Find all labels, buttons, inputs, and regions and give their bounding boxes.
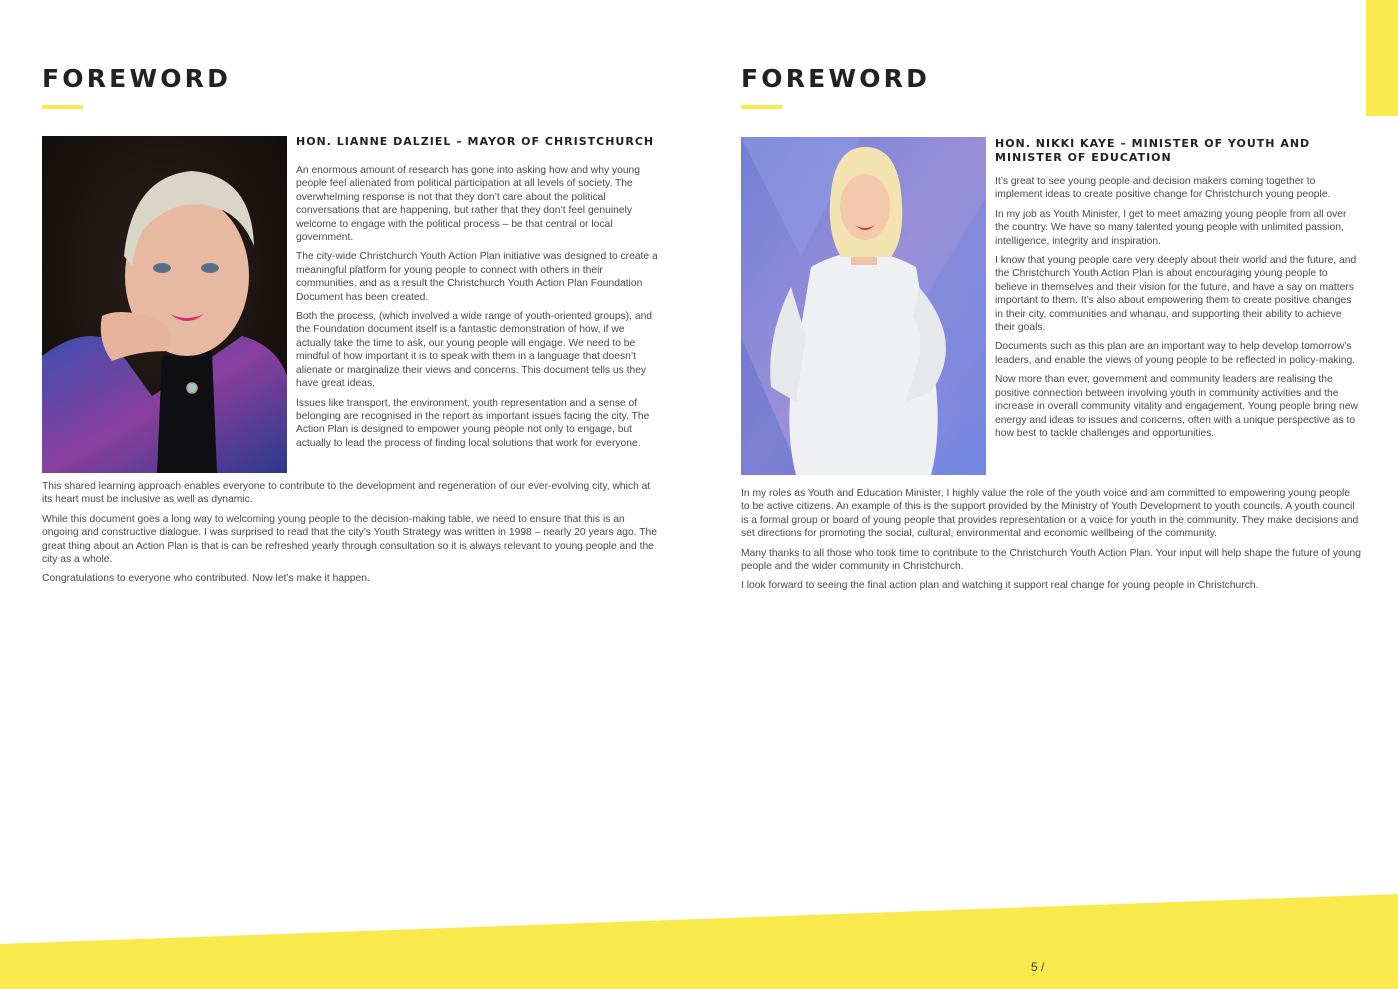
right-full-paragraph: In my roles as Youth and Education Minister, I highly value the role of the youth voice and am committed to empowering young people to be active citizens. An example of this is the support provided by the Ministry of Youth Development to youth councils. A youth council is a formal group or board of young people that provides representation or a voice for youth in the community. They make decisions and set directions for promoting the social, cultural, environmental and economic wellbeing of the community. <box>741 488 1359 540</box>
page-number: 5 / <box>1031 960 1045 974</box>
corner-accent-tab <box>1366 0 1398 116</box>
left-full-paragraph: While this document goes a long way to welcoming young people to the decision-making table, we need to ensure that this is an ongoing and constructive dialogue. I was surprised to read that the city’s Youth Strategy was written in 1998 – nearly 20 years ago. The great thing about an Action Plan is that is can be refreshed yearly through consultation so it is always relevant to young people and the city as a whole. <box>42 513 657 566</box>
left-page-title: FOREWORD <box>42 64 232 93</box>
right-col-paragraph: Documents such as this plan are an important way to help develop tomorrow’s leaders, and enable the views of young people to be reflected in policy-making. <box>995 341 1356 366</box>
left-col-paragraph: Issues like transport, the environment, youth representation and a sense of belonging are recognised in the report as important issues facing the city. The Action Plan is designed to empower young people not only to engage, but actually to lead the process of finding local solutions that work for everyone. <box>296 397 650 449</box>
right-title-underline <box>741 105 782 109</box>
right-col-paragraph: I know that young people care very deeply about their world and the future, and the Christchurch Youth Action Plan is about encouraging young people to believe in themselves and their vision for the future, and have a say on matters important to them. It’s also about empowering them to create positive changes in their city, communities and whanau, and supporting their ability to achieve their goals. <box>995 255 1357 334</box>
right-full-paragraph: Many thanks to all those who took time to contribute to the Christchurch Youth Action Plan. Your input will help shape the future of young people and the wider community in Christchurch. <box>741 547 1361 573</box>
left-col-paragraph: An enormous amount of research has gone into asking how and why young people feel alienated from political participation at all levels of society. The overwhelming response is not that they don’t care about the political conversations that are happening, but rather that they don’t feel genuinely welcome to engage with the political process – be that central or local government. <box>296 165 641 244</box>
left-col-paragraph: The city-wide Christchurch Youth Action Plan initiative was designed to create a meaningful platform for young people to connect with others in their communities, and as a result the Christchurch Youth Action Plan Foundation Document has been created. <box>296 251 658 303</box>
left-title-underline <box>42 105 83 109</box>
right-column-text <box>995 175 1360 446</box>
right-col-paragraph: Now more than ever, government and community leaders are realising the positive connection between involving youth in community activities and the increase in overall community vitality and engagement. Young people bring new energy and ideas to issues and concerns, often with a unique perspective as to how best to tackle challenges and opportunities. <box>995 374 1358 439</box>
left-col-paragraph: Both the process, (which involved a wide range of youth-oriented groups), and the Foundation document itself is a fantastic demonstration of how, if we actually take the time to ask, our young people will engage. We need to be mindful of how important it is to speak with them in a language that doesn’t alienate or marginalize their views and concerns. This document tells us they have great ideas. <box>296 311 653 390</box>
left-full-paragraph: This shared learning approach enables everyone to contribute to the development and regeneration of our ever-evolving city, which at its heart must be inclusive as well as dynamic. <box>42 481 651 506</box>
right-page-title: FOREWORD <box>741 64 931 93</box>
left-full-text <box>42 480 658 592</box>
left-column-text <box>296 164 658 456</box>
left-author-name: HON. LIANNE DALZIEL – MAYOR OF CHRISTCHURCH <box>296 135 655 148</box>
minister-portrait-photo <box>741 137 986 475</box>
right-author-name: HON. NIKKI KAYE – MINISTER OF YOUTH AND MINISTER OF EDUCATION <box>995 137 1311 164</box>
mayor-portrait-photo <box>42 136 287 473</box>
right-col-paragraph: It’s great to see young people and decision makers coming together to implement ideas to create positive change for Christchurch young people. <box>995 176 1331 201</box>
footer-yellow-band <box>0 880 1398 989</box>
left-full-paragraph: Congratulations to everyone who contributed. Now let’s make it happen. <box>42 573 370 585</box>
right-full-text <box>741 487 1361 599</box>
right-col-paragraph: In my job as Youth Minister, I get to meet amazing young people from all over the country. We have so many talented young people with unlimited passion, intelligence, integrity and inspiration. <box>995 208 1347 247</box>
right-full-paragraph: I look forward to seeing the final action plan and watching it support real change for young people in Christchurch. <box>741 580 1259 592</box>
